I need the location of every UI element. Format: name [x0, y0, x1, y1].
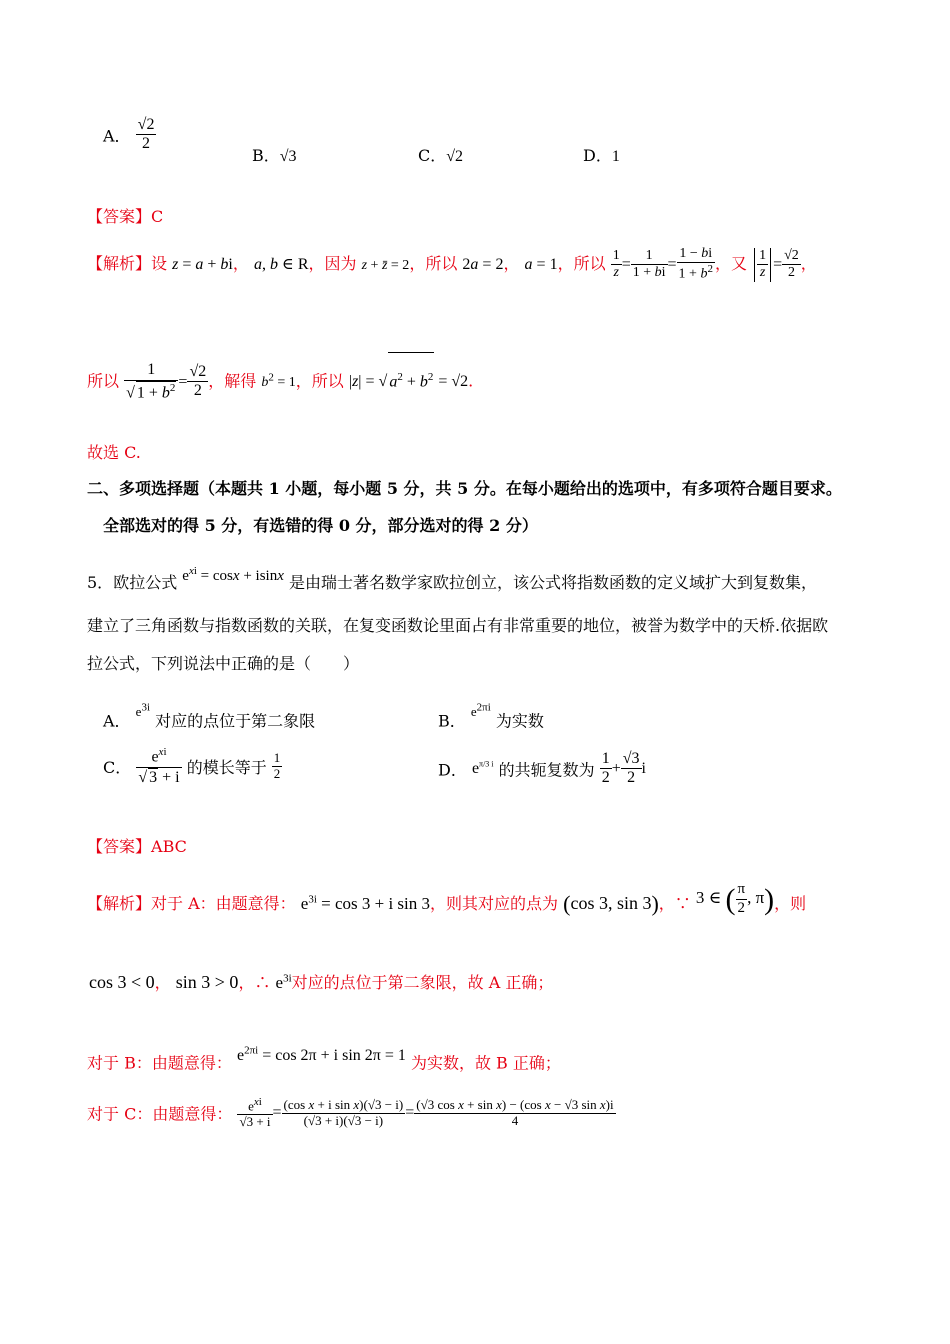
q4-analysis-line1: 【解析】设 z = a + bi， a, b ∈ R，因为 z + z̄ = 2，所以 2a = 2， a = 1，所以 $\frac{1}{z}$ = $\frac{1}{1 + bi}$ = $\frac{1 - bi}{1 + b^2}$ ，又 $\frac{1}{z}$ = $\frac{√2}{2}$ ，	[87, 246, 817, 282]
q5-option-c: C． $\frac{e^{xi}}{√ 3 + i}$ 的模长等于 $\frac{1}{2}$	[103, 746, 281, 786]
q5-analysis-b: 对于 B：由题意得： $e^{2\pi i} = \cos 2\pi + i$ sin 2π = 1 为实数，故 B 正确；	[87, 1045, 561, 1073]
section2-title-line1: 二、多项选择题（本题共 1 小题，每小题 5 分，共 5 分。在每小题给出的选项中，有多项符合题目要求。	[87, 479, 842, 498]
q4-option-b: B．√3	[252, 146, 297, 165]
q5-stem-line1: 5．欧拉公式 $e^{xi} = \cos x + isinx$ 是由瑞士著名数学家欧拉创立，该公式将指数函数的定义域扩大到复数集，	[87, 565, 817, 592]
q5-analysis-a-line2: cos 3 < 0， sin 3 > 0，∴ $e^{3i}$对应的点位于第二象限，故 A 正确；	[89, 972, 554, 992]
q5-option-b: B． $^{e^{2\pi i}}$ 为实数	[438, 702, 544, 731]
section2-title-line2: 全部选对的得 5 分，有选错的得 0 分，部分选对的得 2 分）	[103, 516, 538, 535]
q4-option-d: D．1	[583, 146, 620, 165]
q4-analysis-line2: 所以 $\frac{1}{√ 1 + b^2}$ = $\frac{√2}{2}$ ，解得 $b^2 = 1$，所以 |z| = √ $a^2 + b^2 = √2$.	[87, 352, 473, 407]
q4-answer: 【答案】C	[87, 207, 164, 226]
q5-answer: 【答案】ABC	[87, 837, 187, 856]
q5-option-d: D． $e^{\pi/3 i}$ 的共轭复数为 $\frac{1}{2}$ + $\frac{√3}{2}$ i	[438, 750, 646, 787]
q5-stem-line3: 拉公式，下列说法中正确的是（ ）	[87, 654, 360, 673]
q5-analysis-a-line1: 【解析】对于 A：由题意得： $e^{3i} = \cos 3 + i$ sin 3，则其对应的点为 (cos 3, sin 3)，∵ 3 ∈ ( $\frac{\pi}{2}$ , π)，则	[87, 881, 807, 916]
q4-option-c: C．√2	[418, 146, 464, 165]
q4-option-a: A． $\frac{√2}{2}$	[103, 116, 155, 153]
q4-option-a-fraction: $\frac{√2}{2}$	[137, 116, 155, 153]
q5-stem-line2: 建立了三角函数与指数函数的关联，在复变函数论里面占有非常重要的地位，被誉为数学中的天桥.依据欧	[87, 616, 829, 635]
q4-conclusion: 故选 C.	[87, 443, 141, 462]
q5-option-a: A． $^{e^{3i}}$ 对应的点位于第二象限	[103, 702, 316, 731]
q5-analysis-c: 对于 C：由题意得： $\frac{e^{xi}}{√3 + i}$ = $\frac{\text{(cos x + i sin x)(√3 − i)}}{(√3 + i)(√3 - i)}$ = $\frac{\text{(√3 cos x + sin x) − (cos x − √3 sin x)i}}{4}$	[87, 1096, 614, 1130]
